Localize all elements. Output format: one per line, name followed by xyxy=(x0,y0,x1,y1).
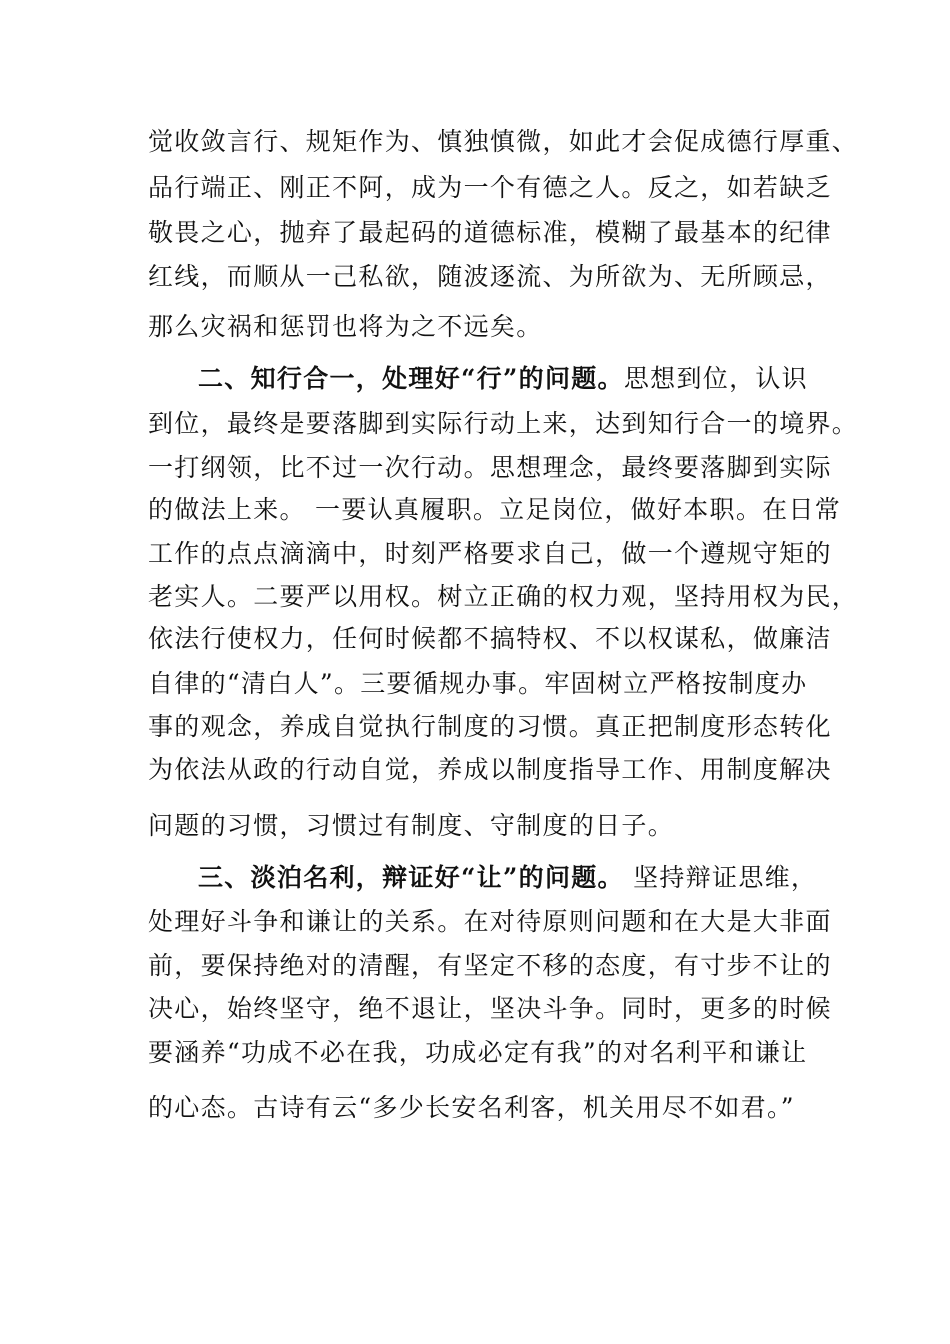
body-line: 品行端正、刚正不阿，成为一个有德之人。反之，如若缺乏 xyxy=(148,173,832,202)
body-line: 一打纲领，比不过一次行动。思想理念，最终要落脚到实际 xyxy=(148,453,832,482)
section-lead-text: 坚持辩证思维， xyxy=(623,863,818,892)
section-paragraph-start xyxy=(198,359,808,399)
section-heading: 二、知行合一，处理好“行”的问题。 xyxy=(198,364,624,393)
body-line: 到位，最终是要落脚到实际行动上来，达到知行合一的境界。 xyxy=(148,409,859,438)
section-lead-text: 思想到位，认识 xyxy=(623,364,808,393)
body-line: 要涵养“功成不必在我，功成必定有我”的对名利平和谦让 xyxy=(148,1038,808,1067)
body-line: 自律的“清白人”。三要循规办事。牢固树立严格按制度办 xyxy=(148,669,808,698)
body-line: 决心，始终坚守，绝不退让，坚决斗争。同时，更多的时候 xyxy=(148,994,832,1023)
body-line: 处理好斗争和谦让的关系。在对待原则问题和在大是大非面 xyxy=(148,907,832,936)
body-line: 那么灾祸和惩罚也将为之不远矣。 xyxy=(148,312,543,341)
body-line: 觉收敛言行、规矩作为、慎独慎微，如此才会促成德行厚重、 xyxy=(148,127,859,156)
body-line: 老实人。二要严以用权。树立正确的权力观，坚持用权为民， xyxy=(148,582,859,611)
body-line: 事的观念，养成自觉执行制度的习惯。真正把制度形态转化 xyxy=(148,712,832,741)
body-line: 红线，而顺从一己私欲，随波逐流、为所欲为、无所顾忌， xyxy=(148,262,832,291)
body-line: 为依法从政的行动自觉，养成以制度指导工作、用制度解决 xyxy=(148,755,832,784)
body-line: 敬畏之心，抛弃了最起码的道德标准，模糊了最基本的纪律 xyxy=(148,218,832,247)
body-line: 的心态。古诗有云“多少长安名利客，机关用尽不如君。” xyxy=(148,1093,795,1122)
section-heading: 三、淡泊名利，辩证好“让”的问题。 xyxy=(198,863,624,892)
body-line: 问题的习惯，习惯过有制度、守制度的日子。 xyxy=(148,811,675,840)
body-line: 工作的点点滴滴中，时刻严格要求自己，做一个遵规守矩的 xyxy=(148,539,832,568)
section-paragraph-start xyxy=(198,858,818,898)
body-line: 的做法上来。 一要认真履职。立足岗位，做好本职。在日常 xyxy=(148,495,842,524)
body-line: 依法行使权力，任何时候都不搞特权、不以权谋私，做廉洁 xyxy=(148,624,832,653)
body-line: 前，要保持绝对的清醒，有坚定不移的态度，有寸步不让的 xyxy=(148,951,832,980)
